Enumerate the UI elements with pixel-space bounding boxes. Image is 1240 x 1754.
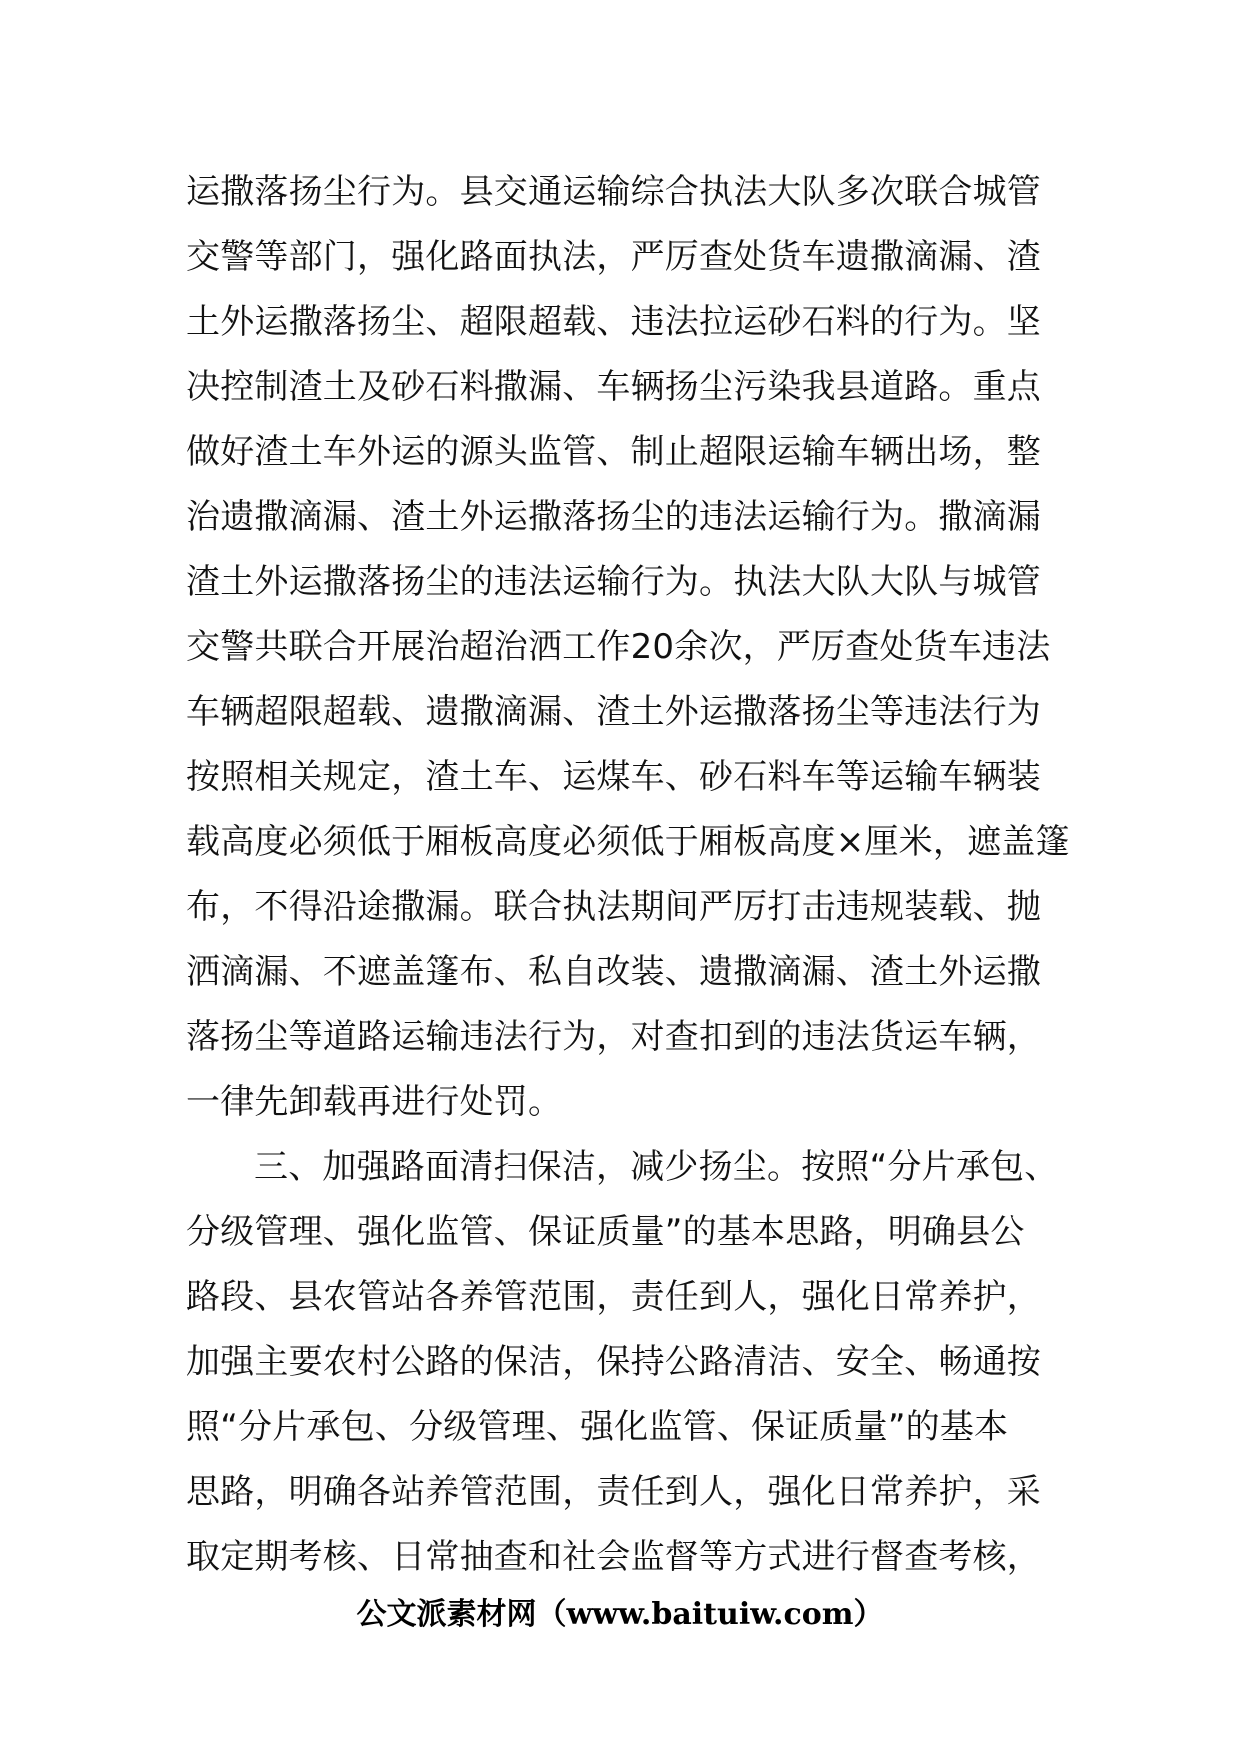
text-line: 运撒落扬尘行为。县交通运输综合执法大队多次联合城管	[186, 172, 1041, 212]
text-line: 治遗撒滴漏、渣土外运撒落扬尘的违法运输行为。撒滴漏	[186, 497, 1041, 537]
section-heading-line: 三、加强路面清扫保洁，减少扬尘。按照“分片承包、	[254, 1147, 1059, 1187]
text-line: 加强主要农村公路的保洁，保持公路清洁、安全、畅通按	[186, 1342, 1041, 1382]
document-body	[186, 160, 1070, 1590]
text-line: 一律先卸载再进行处罚。	[186, 1082, 563, 1122]
text-line: 决控制渣土及砂石料撒漏、车辆扬尘污染我县道路。重点	[186, 367, 1041, 407]
text-line: 思路，明确各站养管范围，责任到人，强化日常养护，采	[186, 1472, 1041, 1512]
text-line: 土外运撒落扬尘、超限超载、违法拉运砂石料的行为。坚	[186, 302, 1041, 342]
text-line: 落扬尘等道路运输违法行为，对查扣到的违法货运车辆，	[186, 1017, 1041, 1057]
text-line: 载高度必须低于厢板高度必须低于厢板高度×厘米，遮盖篷	[186, 822, 1070, 862]
text-line: 路段、县农管站各养管范围，责任到人，强化日常养护，	[186, 1277, 1041, 1317]
text-line: 布，不得沿途撒漏。联合执法期间严厉打击违规装载、抛	[186, 887, 1041, 927]
text-line: 照“分片承包、分级管理、强化监管、保证质量”的基本	[186, 1407, 1009, 1447]
text-line: 交警共联合开展治超治洒工作20余次，严厉查处货车违法	[186, 627, 1051, 667]
text-line: 做好渣土车外运的源头监管、制止超限运输车辆出场，整	[186, 432, 1041, 472]
text-line: 渣土外运撒落扬尘的违法运输行为。执法大队大队与城管	[186, 562, 1041, 602]
text-line: 分级管理、强化监管、保证质量”的基本思路，明确县公	[186, 1212, 1025, 1252]
text-line: 车辆超限超载、遗撒滴漏、渣土外运撒落扬尘等违法行为	[186, 692, 1041, 732]
text-line: 洒滴漏、不遮盖篷布、私自改装、遗撒滴漏、渣土外运撒	[186, 952, 1041, 992]
footer-watermark: 公文派素材网（www.baituiw.com）	[356, 1597, 884, 1632]
text-line: 交警等部门，强化路面执法，严厉查处货车遗撒滴漏、渣	[186, 237, 1041, 277]
text-line: 按照相关规定，渣土车、运煤车、砂石料车等运输车辆装	[186, 757, 1041, 797]
text-line: 取定期考核、日常抽查和社会监督等方式进行督查考核，	[186, 1537, 1041, 1577]
